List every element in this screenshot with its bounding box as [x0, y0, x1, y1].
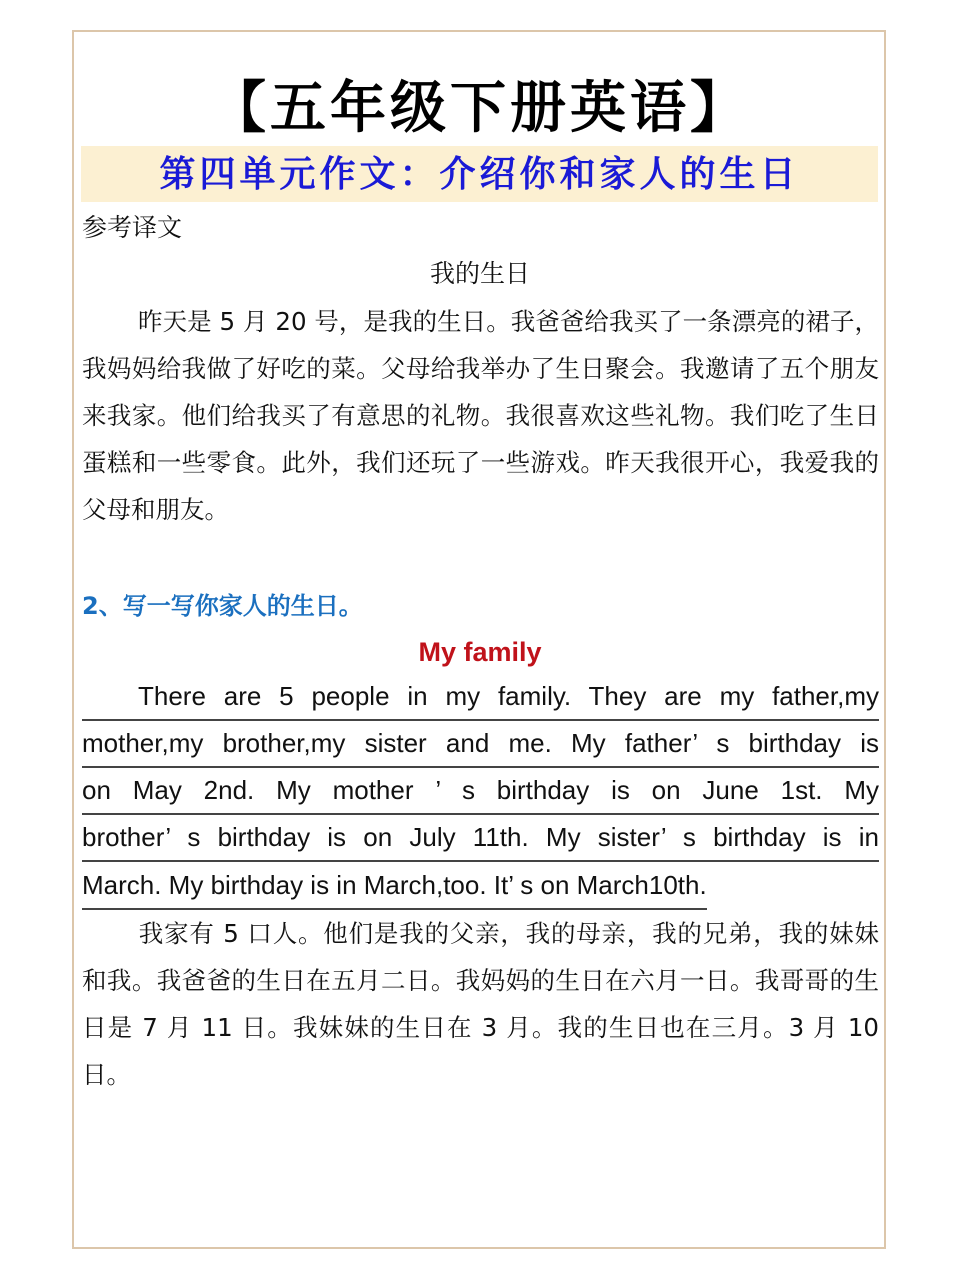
- subtitle-text: 第四单元作文：介绍你和家人的生日: [159, 153, 800, 195]
- english-essay-title: My family: [418, 637, 542, 667]
- english-line: mother,my brother,my sister and me. My father’ s birthday is: [82, 721, 879, 768]
- main-title: 【五年级下册英语】: [210, 75, 750, 141]
- reference-translation-label: 参考译文: [82, 213, 183, 242]
- english-line: There are 5 people in my family. They are my father,my: [82, 674, 879, 721]
- task-2-heading: 2、写一写你家人的生日。: [82, 592, 363, 620]
- subtitle-banner: [81, 146, 878, 202]
- chinese-essay-text: 昨天是 5 月 20 号，是我的生日。我爸爸给我买了一条漂亮的裙子，我妈妈给我做了好吃的菜。父母给我举办了生日聚会。我邀请了五个朋友来我家。他们给我买了有意思的礼物。我很喜欢这些礼物。我们吃了生日蛋糕和一些零食。此外，我们还玩了一些游戏。昨天我很开心，我爱我的父母和朋友。: [82, 307, 879, 524]
- english-line: March. My birthday is in March,too. It’ s on March10th.: [82, 863, 707, 910]
- english-line: on May 2nd. My mother ’ s birthday is on June 1st. My: [82, 768, 879, 815]
- chinese-essay-paragraph: [82, 298, 879, 533]
- english-line: brother’ s birthday is on July 11th. My sister’ s birthday is in: [82, 815, 879, 862]
- chinese-translation-text: 我家有 5 口人。他们是我的父亲，我的母亲，我的兄弟，我的妹妹和我。我爸爸的生日在五月二日。我妈妈的生日在六月一日。我哥哥的生日是 7 月 11 日。我妹妹的生日在 3 月。我的生日也在三月。3 月 10 日。: [82, 919, 879, 1089]
- chinese-essay-title: 我的生日: [429, 259, 530, 288]
- chinese-translation-paragraph: [82, 910, 879, 1098]
- english-essay-paragraph: [82, 674, 879, 910]
